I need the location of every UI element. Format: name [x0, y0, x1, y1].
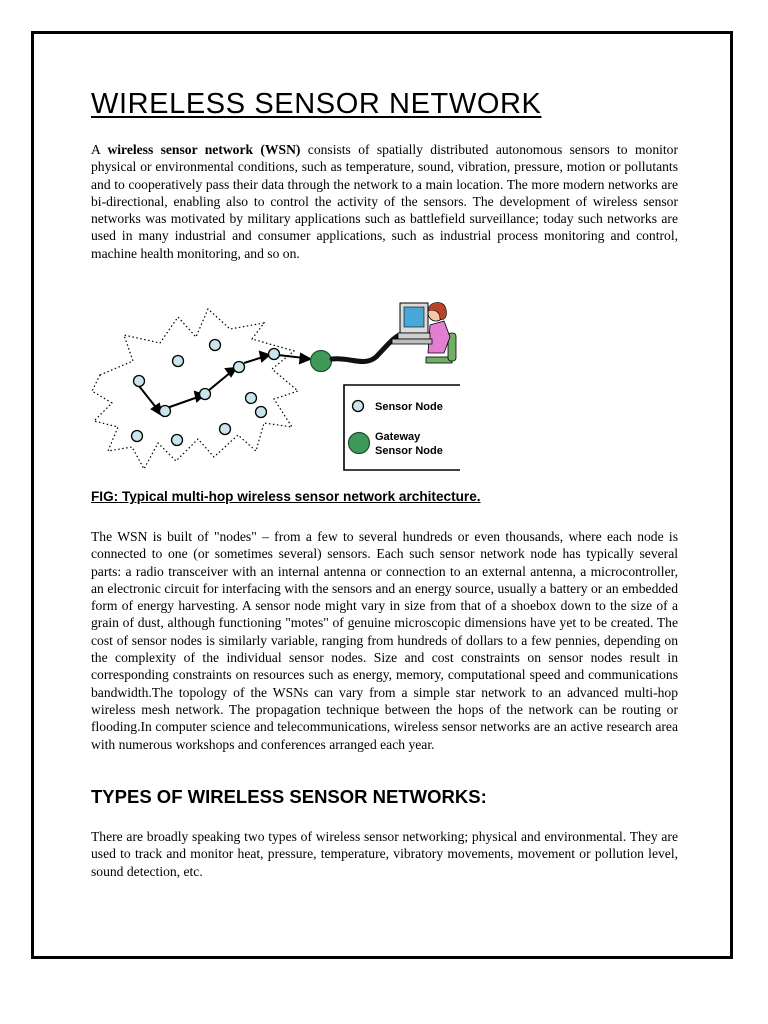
sensor-node [256, 407, 267, 418]
intro-paragraph [91, 141, 678, 262]
legend-gateway-label-line2: Sensor Node [375, 445, 443, 457]
sensor-node [200, 389, 211, 400]
sensor-node [269, 349, 280, 360]
sensor-node [172, 435, 183, 446]
nodes-paragraph: The WSN is built of "nodes" – from a few to several hundreds or even thousands, where each node is connected to one (or sometimes several) sensors. Each such sensor network node has typically several parts: a radio transceiver with an internal antenna or connection to an external antenna, a microcontroller, an electronic circuit for interfacing with the sensors and an energy source, usually a battery or an embedded form of energy harvesting. A sensor node might vary in size from that of a shoebox down to the size of a grain of dust, although functioning "motes" of genuine microscopic dimensions have yet to be created. The cost of sensor nodes is similarly variable, ranging from hundreds of dollars to a few pennies, depending on the complexity of the individual sensor nodes. Size and cost constraints on sensor nodes result in corresponding constraints on resources such as energy, memory, computational speed and communications bandwidth.The topology of the WSNs can vary from a simple star network to an advanced multi-hop wireless mesh network. The propagation technique between the hops of the network can be routing or flooding.In computer science and telecommunications, wireless sensor networks are an active research area with numerous workshops and conferences arranged each year. [91, 529, 678, 752]
legend-sensor-node-label: Sensor Node [375, 401, 443, 413]
computer-user-icon [392, 302, 456, 363]
types-heading: TYPES OF WIRELESS SENSOR NETWORKS: [91, 786, 487, 807]
sensor-node [234, 362, 245, 373]
sensor-node [173, 356, 184, 367]
legend-gateway-icon [349, 433, 370, 454]
legend-gateway-label-line1: Gateway [375, 431, 421, 443]
sensor-node [246, 393, 257, 404]
sensor-node [132, 431, 143, 442]
sensor-node [210, 340, 221, 351]
figure-legend [344, 385, 460, 470]
sensor-node [160, 406, 171, 417]
intro-rest: consists of spatially distributed autonomous sensors to monitor physical or environmental conditions, such as temperature, sound, vibration, pressure, motion or pollutants and to cooperatively pass their data through the network to a main location. The more modern networks are bi-directional, enabling also to control the activity of the sensors. The development of wireless sensor networks was motivated by military applications such as battlefield surveillance; today such networks are used in many industrial and consumer applications, such as industrial process monitoring and control, machine health monitoring, and so on. [91, 142, 678, 261]
wsn-architecture-figure [88, 295, 460, 475]
intro-lead: A [91, 142, 108, 157]
sensor-node [220, 424, 231, 435]
sensor-nodes [132, 340, 280, 446]
page-title: WIRELESS SENSOR NETWORK [91, 88, 542, 120]
types-paragraph: There are broadly speaking two types of wireless sensor networking; physical and environmental. They are used to track and monitor heat, pressure, temperature, vibratory movements, movement or pollution level, sound detection, etc. [91, 829, 678, 879]
legend-sensor-node-icon [353, 401, 364, 412]
intro-term: wireless sensor network (WSN) [107, 142, 301, 157]
sensor-field-boundary [92, 309, 298, 469]
gateway-sensor-node [311, 351, 332, 372]
sensor-node [134, 376, 145, 387]
figure-caption: FIG: Typical multi-hop wireless sensor network architecture. [91, 489, 481, 504]
